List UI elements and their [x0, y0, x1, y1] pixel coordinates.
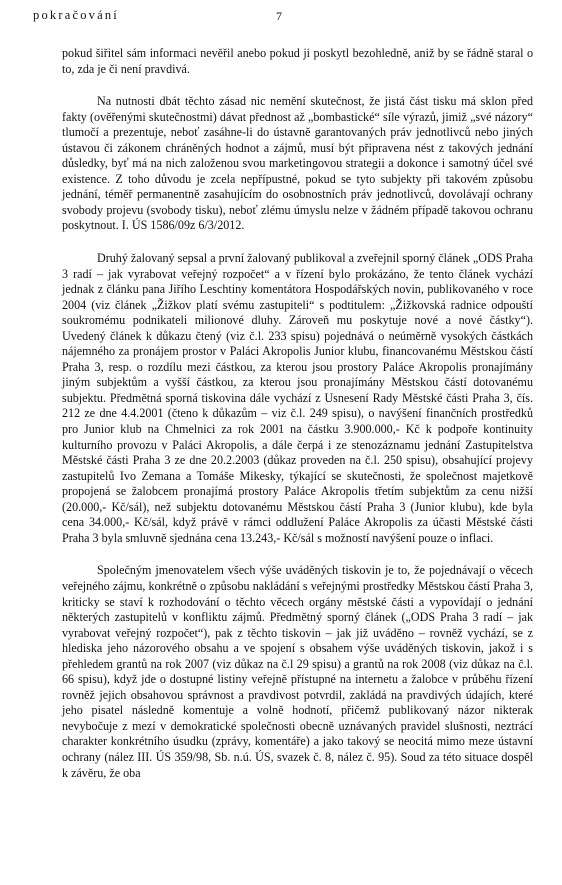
paragraph: Na nutnosti dbát těchto zásad nic nemění skutečnost, že jistá část tisku má sklon před fakty (ověřenými skutečnostmi) dávat přednost až „bombastické“ síle výrazů, jimiž „své názory“ tlumočí a prezentuje, neboť zasáhne-li do ústavně garantovaných práv jednotlivců nebo jiných ústavou či zákonem chráněných hodnot a zájmů, musí být připravena nést z takových jednání důsledky, byť má na nich založenou svou marketingovou strategii a dokonce i samotný účel své existence. Z toho důvodu je zcela nepřípustné, pokud se tyto subjekty při takovém způsobu jednání, téměř permanentně zasahujícím do osobnostních práv jednotlivců, dovolávají ochrany svobody projevu (svobody tisku), neboť zlému úmyslu nelze v žádném případě takovou ochranu poskytnout. I. ÚS 1586/09z 6/3/2012. [62, 94, 533, 233]
paragraph: Společným jmenovatelem všech výše uváděných tiskovin je to, že pojednávají o věcech veřejného zájmu, konkrétně o způsobu nakládání s veřejnými prostředky Městskou částí Praha 3, kriticky se staví k rozhodování o těchto věcech orgány městské části a vypovídají o jednání některých zastupitelů v konfliktu zájmů. Předmětný sporný článek („ODS Praha 3 radí – jak vyrabovat veřejný rozpočet“), pak z těchto tiskovin – jak již uváděno – rovněž vychází, se z hlediska jeho názorového obsahu a ve spojení s obsahem výše uváděných tiskovin, jakož i s přehledem grantů na rok 2007 (viz důkaz na č.l 29 spisu) a grantů na rok 2008 (viz důkaz na č.l. 66 spisu), když jde o dostupné listiny veřejně přístupné na internetu a žalobce v průběhu řízení rovněž jejich obsahovou správnost a pravdivost potvrdil, zakládá na pravdivých údajích, které jeho pisatel následně komentuje a volně hodnotí, přičemž publikovaný názor nikterak nevybočuje z mezí v demokratické společnosti obecně uznávaných pravidel slušnosti, neztrácí charakter konkrétního úsudku (zprávy, komentáře) a jako takový se neocitá mimo meze ústavní ochrany (nález III. ÚS 359/98, Sb. n.ú. ÚS, svazek č. 8, nález č. 95). Soud za této situace dospěl k závěru, že oba [62, 563, 533, 780]
page-number: 7 [276, 9, 282, 23]
paragraph: Druhý žalovaný sepsal a první žalovaný publikoval a zveřejnil sporný článek „ODS Praha 3 radí – jak vyrabovat veřejný rozpočet“ a v řízení bylo prokázáno, že tento článek vychází jednak z článku pana Jiřího Leschtiny komentátora Hospodářských novin, publikovaného v roce 2004 (viz článek „Žižkov platí svému zastupiteli“ s podtitulem: „Žižkovská radnice odpouští soukromému podnikateli milionové dluhy. Zároveň mu poskytuje nové a nové částky“). Uvedený článek k důkazu čtený (viz č.l. 233 spisu) pojednává o neúměrně vysokých částkách nájemného za pronájem prostor v Paláci Akropolis Junior klubu, financovanému Městskou částí Praha 3, resp. o rozdílu mezi částkou, za kterou jsou prostory Paláce Akropolis pronajímány jiným subjektům a vyšší částkou, za kterou jsou pronajímány Městskou částí dotovanému subjektu. Předmětná sporná tiskovina dále vychází z Usnesení Rady Městské části Praha 3, čís. 212 ze dne 4.4.2001 (čteno k důkazům – viz č.l. 249 spisu), o navýšení finančních prostředků pro Junior klub na Chmelnici za rok 2001 na částku 3.900.000,- Kč k podpoře kontinuity kulturního provozu v Paláci Akropolis, a dále čerpá i ze stenozáznamu jednání Zastupitelstva Městské části Praha 3 ze dne 20.2.2003 (důkaz proveden na č.l. 250 spisu), obsahující projevy zastupitelů Ivo Zemana a Tomáše Mikesky, týkající se skutečnosti, že společnost majetkově propojená se žalobcem pronajímá prostory Paláce Akropolis třetím subjektům za cenu nižší (20.000,- Kč/sál), než subjektu dotovanému Městskou částí Praha 3 (Junior klubu), kde byla cena 34.000,- Kč/sál, když právě v rámci oddlužení Paláce Akropolis za účasti Městské části Praha 3 byla smluvně sjednána cena 13.243,- Kč/sál s možností navýšení pouze o inflaci. [62, 251, 533, 545]
continuation-header: pokračování [33, 8, 119, 22]
paragraph: pokud šiřitel sám informaci nevěřil anebo pokud ji poskytl bezohledně, aniž by se řádně staral o to, zda je či není pravdivá. [62, 46, 533, 76]
document-body [62, 46, 533, 781]
